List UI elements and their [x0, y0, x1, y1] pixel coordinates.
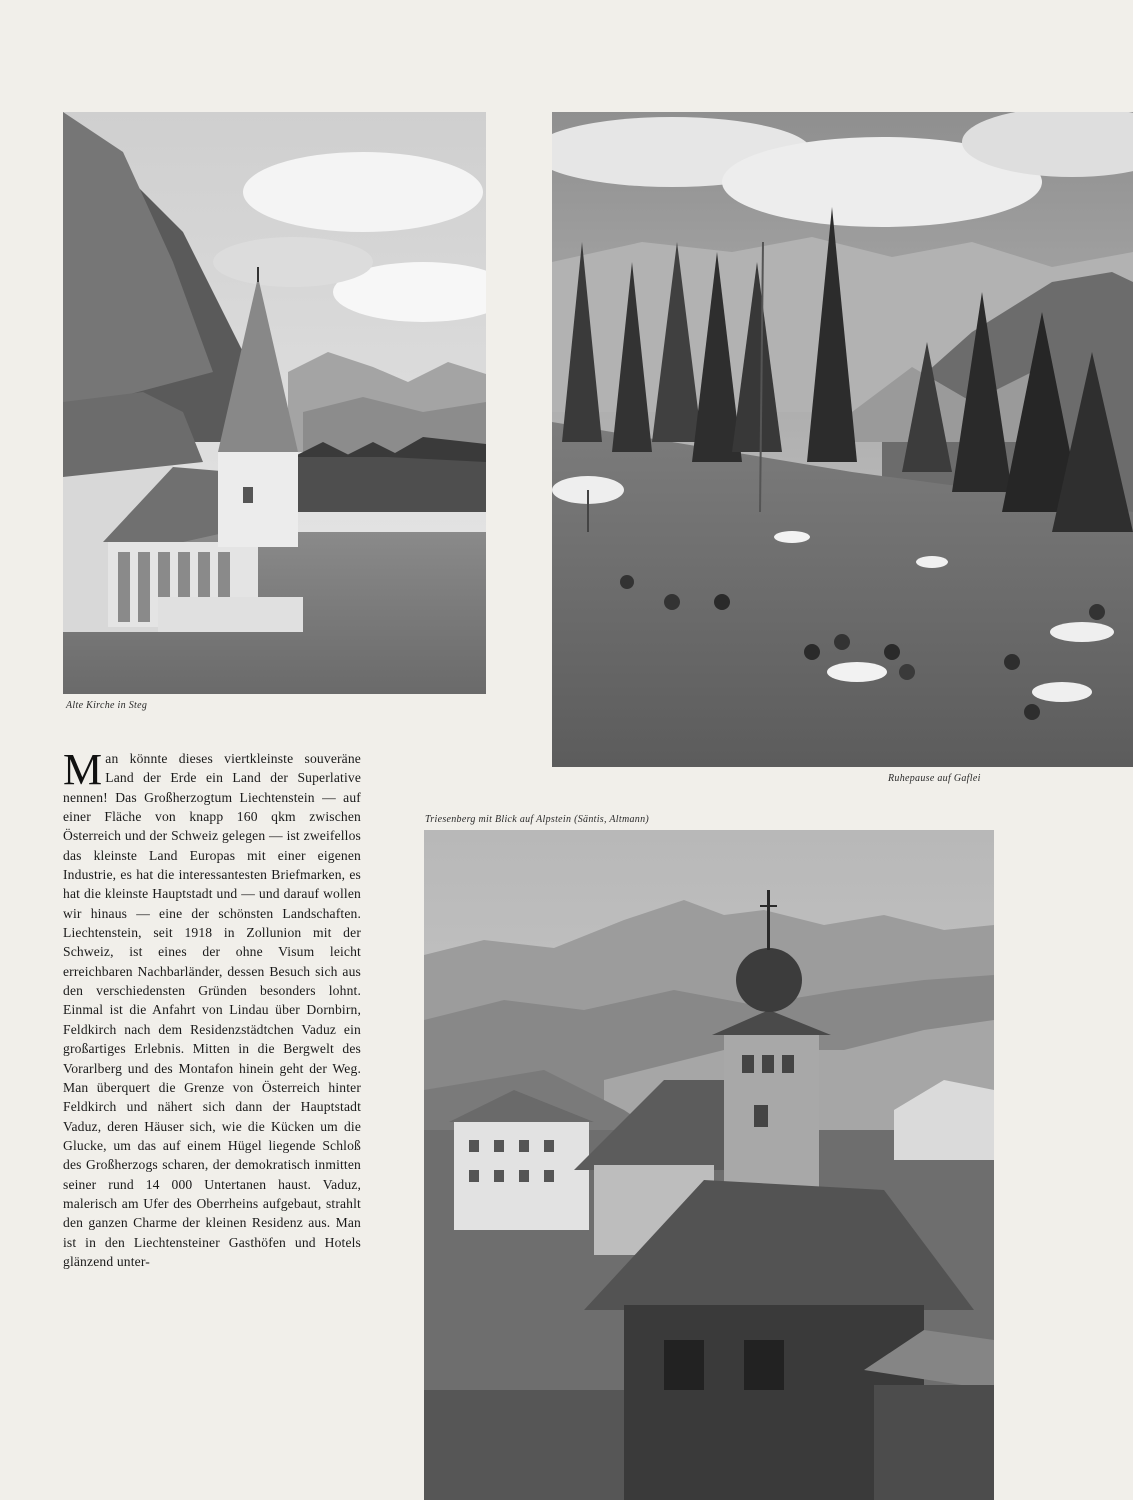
alpine-meadow-photo	[552, 112, 1133, 767]
church-landscape-photo	[63, 112, 486, 694]
article-text	[63, 745, 361, 1271]
rest-photo-caption: Ruhepause auf Gaflei	[888, 773, 981, 784]
church-photo-caption: Alte Kirche in Steg	[66, 700, 148, 711]
article-dropcap: M	[63, 745, 103, 794]
church-photo	[63, 112, 486, 694]
rest-photo	[552, 112, 1133, 767]
village-church-photo	[424, 830, 994, 1500]
village-photo	[424, 830, 994, 1500]
article-body: an könnte dieses viertkleinste souveräne Land der Erde ein Land der Superlative nennen! Das Großherzogtum Liechtenstein — auf einer Fläche von knapp 160 qkm zwischen Österreich und der Schweiz gelegen — ist zweifellos das kleinste Land Europas mit einer eigenen Industrie, es hat die interessantesten Briefmarken, es hat die kleinste Hauptstadt und — und darauf wollen wir hinaus — eine der schönsten Landschaften. Liechtenstein, seit 1918 in Zollunion mit der Schweiz, ist eines der ohne Visum leicht erreichbaren Nachbarländer, dessen Besuch sich aus den verschiedensten Gründen besonders lohnt. Einmal ist die Anfahrt von Lindau über Dornbirn, Feldkirch nach dem Residenzstädtchen Vaduz ein großartiges Erlebnis. Mitten in die Bergwelt des Vorarlberg und des Montafon hinein geht der Weg. Man überquert die Grenze von Österreich hinter Feldkirch und nähert sich dann der Hauptstadt Vaduz, deren Häuser sich, wie die Kücken um die Glucke, um das auf einem Hügel liegende Schloß des Großherzogs scharen, der demokratisch inmitten seiner rund 14 000 Untertanen haust. Vaduz, malerisch am Ufer des Oberrheins aufgebaut, strahlt den ganzen Charme der kleinen Residenz aus. Man ist in den Liechtensteiner Gasthöfen und Hotels glänzend unter-	[63, 751, 361, 1269]
village-photo-caption: Triesenberg mit Blick auf Alpstein (Säntis, Altmann)	[425, 814, 650, 825]
